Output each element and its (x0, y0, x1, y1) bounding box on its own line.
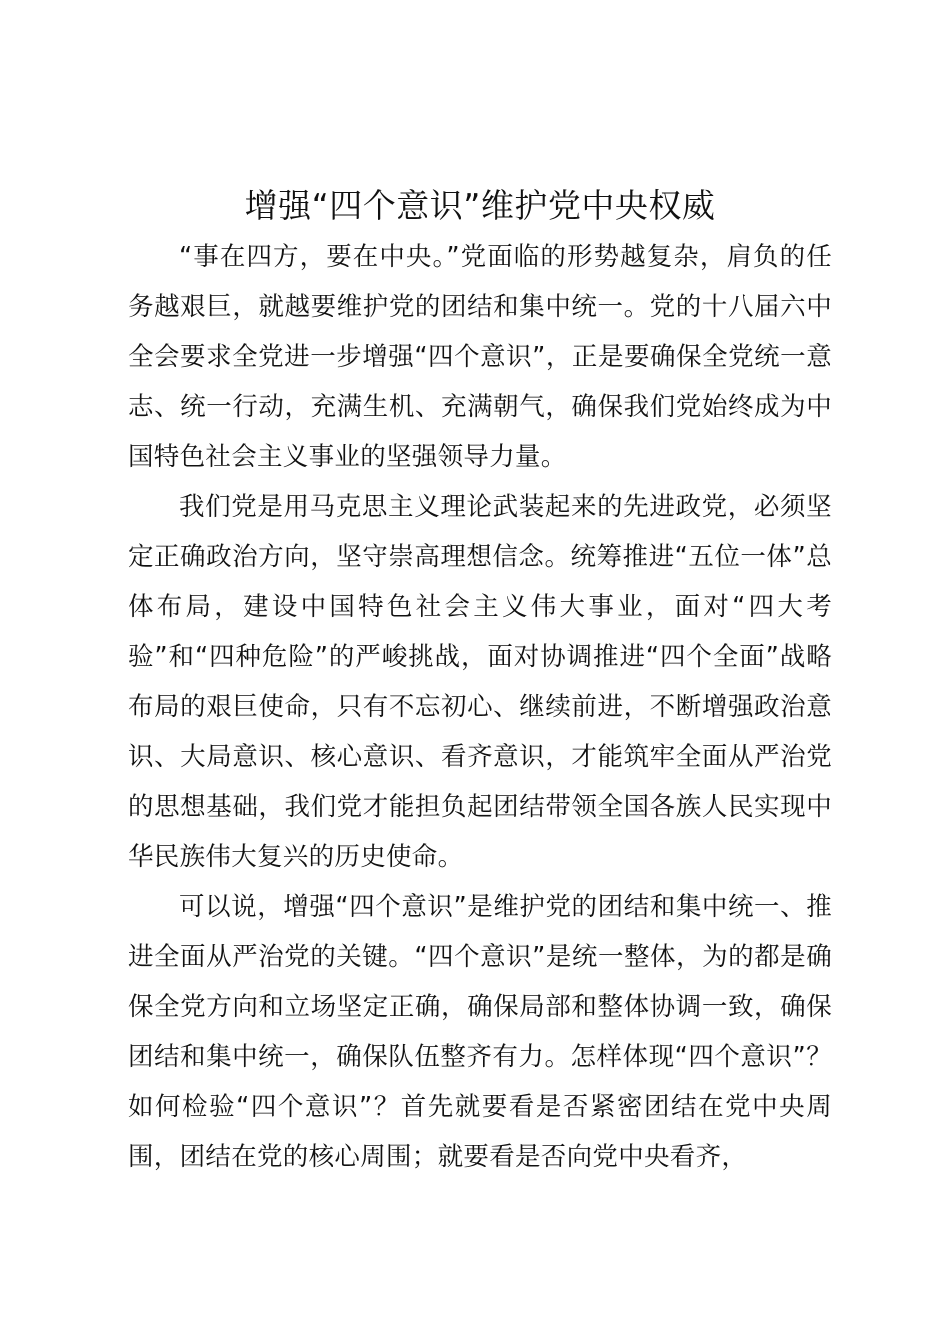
document-title: 增强“四个意识”维护党中央权威 (244, 186, 716, 225)
document-body (128, 232, 832, 1182)
paragraph-1: “事在四方，要在中央。”党面临的形势越复杂，肩负的任务越艰巨，就越要维护党的团结和集中统一。党的十八届六中全会要求全党进一步增强“四个意识”，正是要确保全党统一意志、统一行动，充满生机、充满朝气，确保我们党始终成为中国特色社会主义事业的坚强领导力量。 (128, 242, 832, 472)
paragraph-3: 可以说，增强“四个意识”是维护党的团结和集中统一、推进全面从严治党的关键。“四个意识”是统一整体，为的都是确保全党方向和立场坚定正确，确保局部和整体协调一致，确保团结和集中统一，确保队伍整齐有力。怎样体现“四个意识”？如何检验“四个意识”？首先就要看是否紧密团结在党中央周围，团结在党的核心周围；就要看是否向党中央看齐， (128, 892, 832, 1172)
paragraph-2: 我们党是用马克思主义理论武装起来的先进政党，必须坚定正确政治方向，坚守崇高理想信念。统筹推进“五位一体”总体布局，建设中国特色社会主义伟大事业，面对“四大考验”和“四种危险”的严峻挑战，面对协调推进“四个全面”战略布局的艰巨使命，只有不忘初心、继续前进，不断增强政治意识、大局意识、核心意识、看齐意识，才能筑牢全面从严治党的思想基础，我们党才能担负起团结带领全国各族人民实现中华民族伟大复兴的历史使命。 (128, 492, 832, 872)
